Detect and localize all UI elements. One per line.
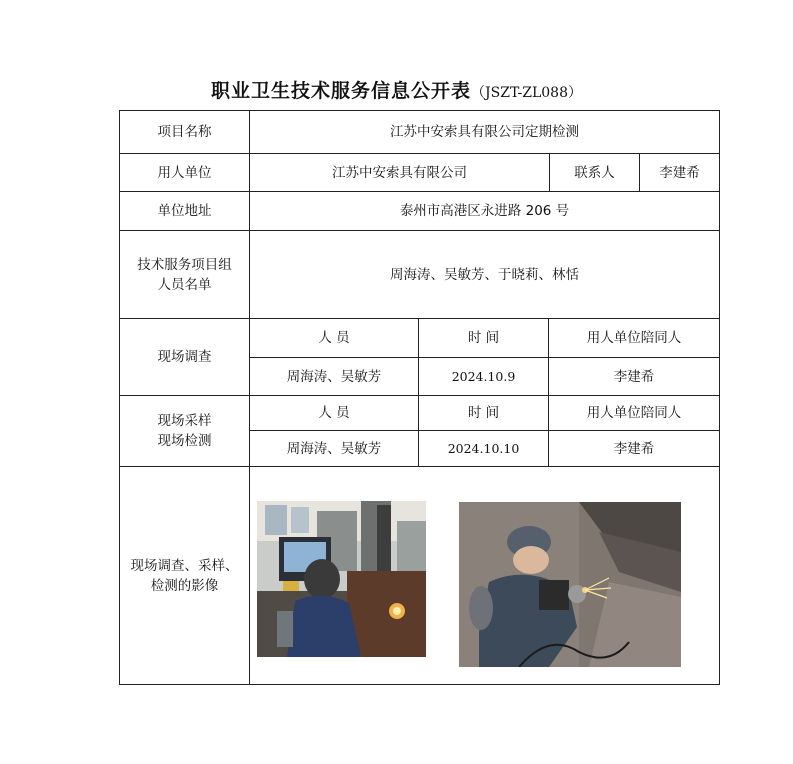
sampling-label-line2: 现场检测: [157, 433, 212, 449]
team-value: 周海涛、吴敏芳、于晓莉、林恬: [390, 266, 579, 283]
unit-label: 用人单位: [157, 164, 212, 181]
sampling-col-person: 人 员: [318, 405, 350, 421]
sampling-label: [120, 396, 249, 466]
contact-value: 李建希: [659, 164, 700, 181]
site-photo-sampling: [459, 502, 681, 667]
survey-time: 2024.10.9: [451, 368, 516, 384]
page-title: [0, 76, 793, 103]
sampling-col-time: 时 间: [467, 405, 500, 421]
survey-escort: 李建希: [613, 368, 655, 385]
images-label-line2: 检测的影像: [150, 577, 219, 594]
table-border-right: [719, 110, 720, 685]
address-value: 泰州市高港区永进路 206 号: [399, 203, 570, 219]
sampling-col-escort: 用人单位陪同人: [586, 405, 682, 421]
team-label: [120, 231, 249, 318]
survey-col-time: 时 间: [467, 330, 500, 346]
sampling-escort: 李建希: [613, 440, 655, 457]
survey-col-person: 人 员: [318, 330, 350, 346]
sampling-time: 2024.10.10: [447, 440, 520, 456]
team-label-line2: 人员名单: [157, 276, 212, 293]
images-label: [120, 467, 249, 684]
project-value: 江苏中安索具有限公司定期检测: [390, 124, 579, 140]
images-label-line1: 现场调查、采样、: [130, 557, 239, 574]
title-main: 职业卫生技术服务信息公开表: [211, 80, 472, 102]
survey-col-escort: 用人单位陪同人: [586, 330, 682, 346]
survey-person: 周海涛、吴敏芳: [286, 368, 382, 385]
table-border-bottom: [119, 684, 720, 685]
title-code: （JSZT-ZL088）: [471, 85, 582, 101]
project-label: 项目名称: [157, 124, 212, 140]
address-label: 单位地址: [157, 203, 212, 219]
workshop-photo-image: [257, 501, 426, 657]
survey-label: 现场调查: [157, 349, 212, 365]
unit-value: 江苏中安索具有限公司: [332, 164, 467, 181]
sampling-person: 周海涛、吴敏芳: [286, 440, 382, 457]
site-photo-survey: [257, 501, 426, 657]
grinding-photo-image: [459, 502, 681, 667]
team-label-line1: 技术服务项目组: [137, 256, 232, 273]
contact-label: 联系人: [574, 164, 615, 181]
sampling-label-line1: 现场采样: [157, 413, 212, 429]
